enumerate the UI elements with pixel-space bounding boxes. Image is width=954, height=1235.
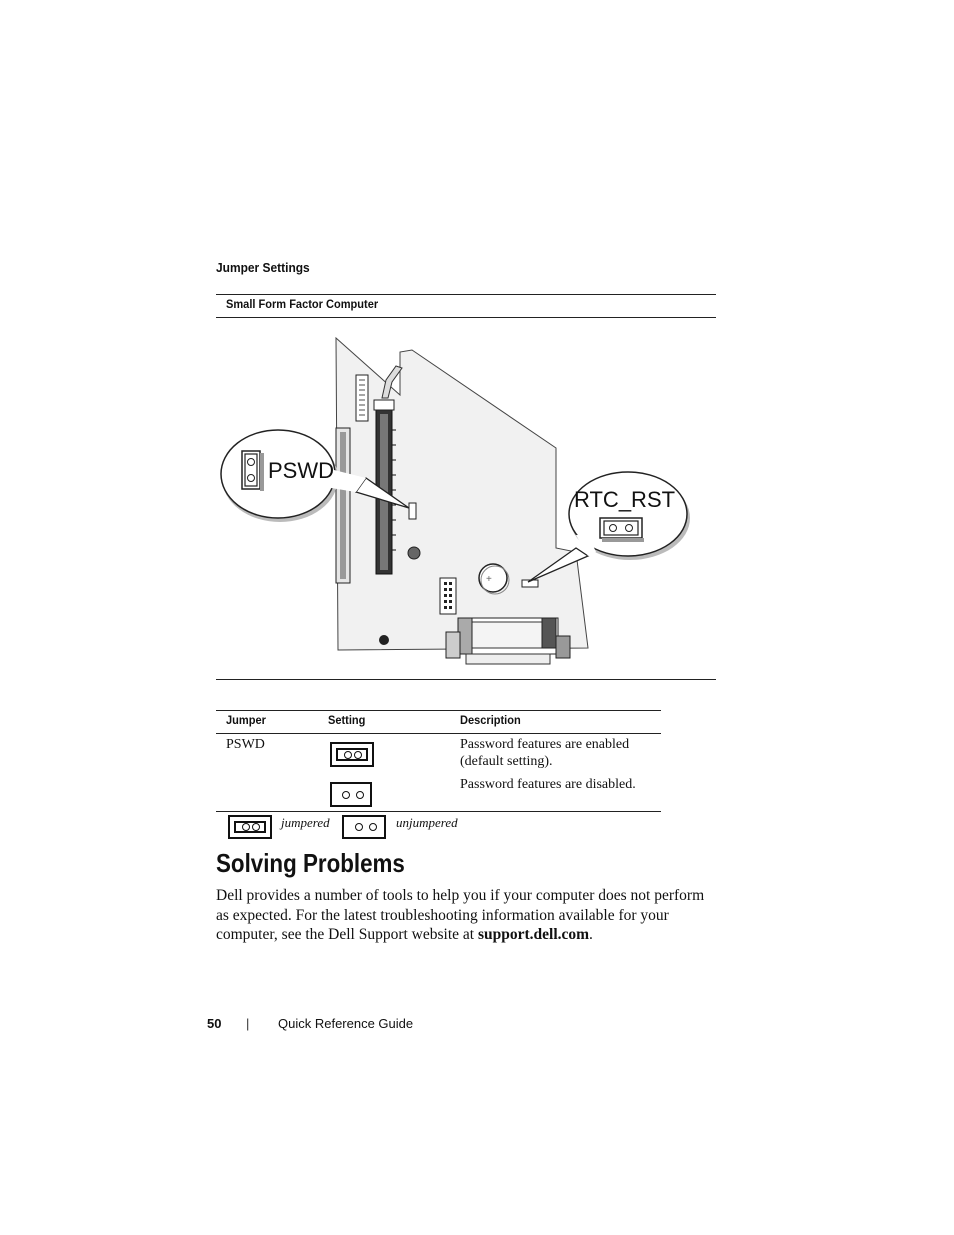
legend-unjumpered-icon bbox=[342, 815, 386, 839]
body-text-end: . bbox=[589, 926, 593, 943]
table-top-rule bbox=[216, 710, 661, 711]
table-cell-desc-disabled: Password features are disabled. bbox=[460, 777, 636, 792]
table-cell-desc-enabled: Password features are enabled (default setting). bbox=[460, 737, 630, 769]
svg-text:+: + bbox=[486, 574, 492, 585]
page-number: 50 bbox=[207, 1016, 222, 1031]
jumper-setting-unjumpered-icon bbox=[330, 782, 372, 807]
legend-unjumpered-label: unjumpered bbox=[396, 815, 458, 830]
caption-top-rule bbox=[216, 294, 716, 295]
figure-bottom-rule bbox=[216, 679, 716, 680]
footer-guide-title: Quick Reference Guide bbox=[278, 1016, 414, 1031]
motherboard-diagram bbox=[216, 320, 716, 676]
footer-separator: | bbox=[246, 1016, 250, 1031]
table-cell-jumper: PSWD bbox=[226, 737, 265, 752]
legend-jumpered-icon bbox=[228, 815, 272, 839]
page-title: Solving Problems bbox=[216, 848, 405, 878]
table-header-jumper: Jumper bbox=[226, 713, 266, 727]
table-header-rule bbox=[216, 733, 661, 734]
table-header-setting: Setting bbox=[328, 713, 366, 727]
figure-caption: Small Form Factor Computer bbox=[226, 297, 379, 311]
body-paragraph bbox=[216, 886, 716, 945]
table-bottom-rule bbox=[216, 811, 661, 812]
rtc-rst-callout-label: RTC_RST bbox=[574, 487, 676, 512]
section-heading: Jumper Settings bbox=[216, 260, 310, 275]
legend-jumpered-label: jumpered bbox=[281, 815, 330, 830]
body-text-start: Dell provides a number of tools to help you if your computer does not perform as expected. For the latest troubleshooting information available for your computer, see the Dell Support website at bbox=[216, 887, 705, 943]
support-link[interactable]: support.dell.com bbox=[477, 926, 590, 943]
jumper-setting-jumpered-icon bbox=[330, 742, 374, 767]
pswd-callout-label: PSWD bbox=[268, 458, 334, 483]
caption-bottom-rule bbox=[216, 317, 716, 318]
table-header-description: Description bbox=[460, 713, 521, 727]
